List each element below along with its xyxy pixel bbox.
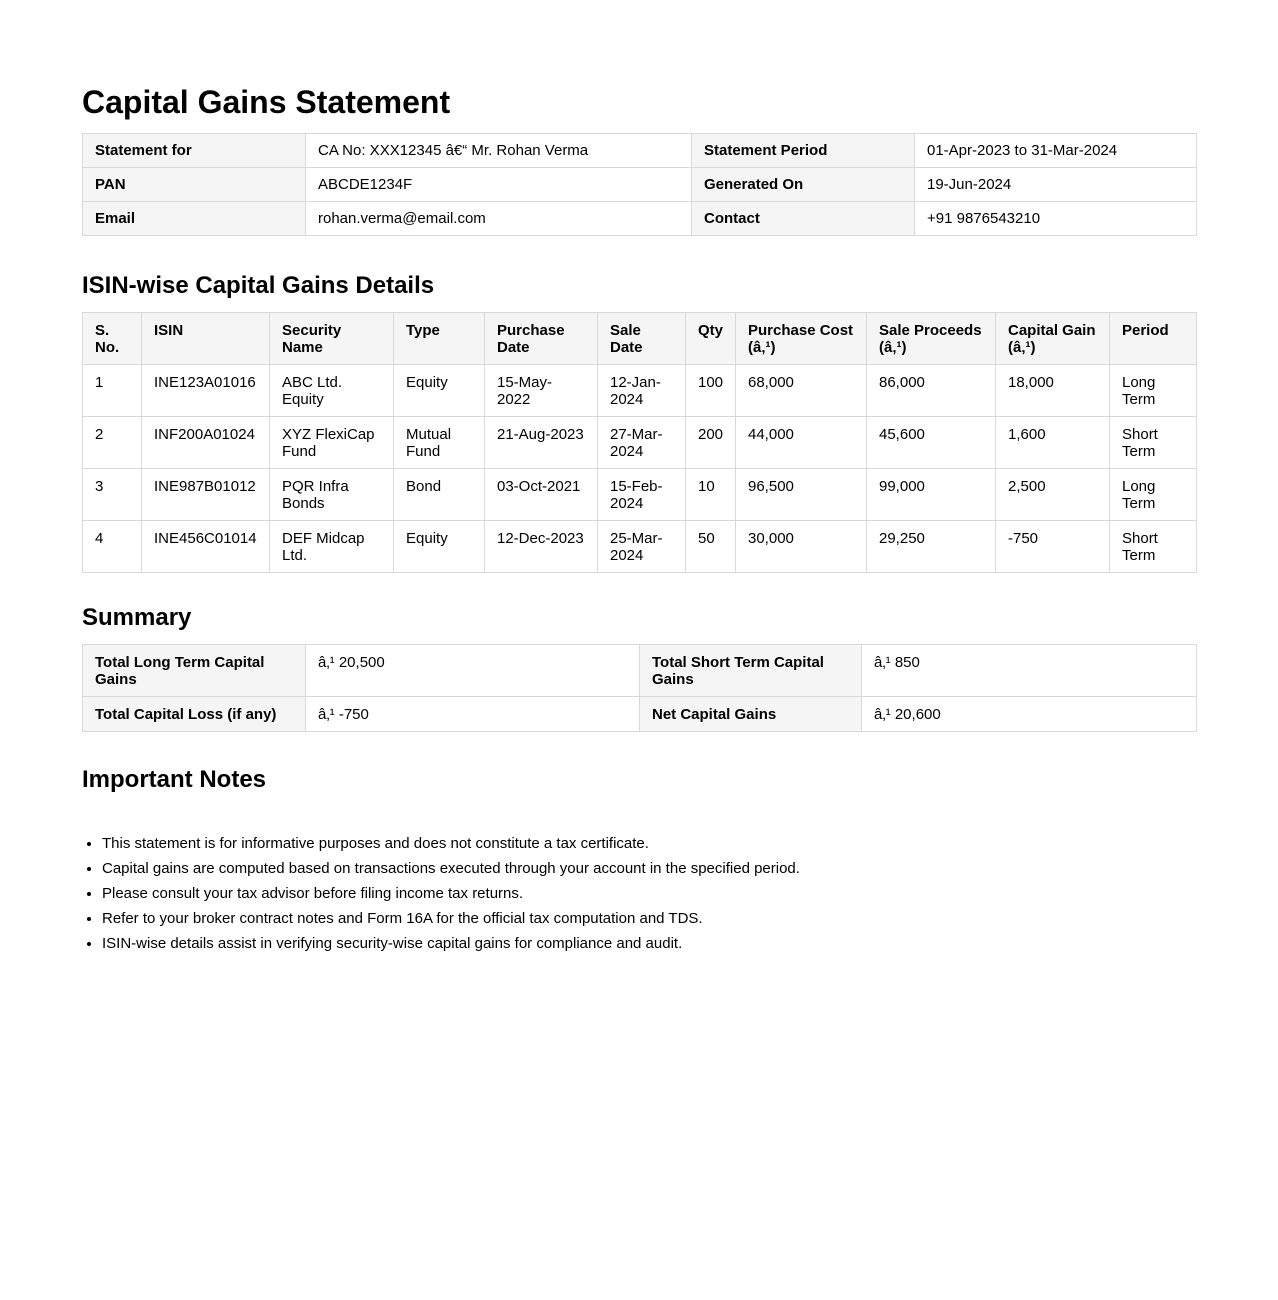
cell-purchase-date: 03-Oct-2021 [485, 469, 598, 521]
col-header-purchase-date: Purchase Date [485, 313, 598, 365]
cell-sale-proceeds: 29,250 [867, 521, 996, 573]
cell-qty: 10 [686, 469, 736, 521]
cell-sale-date: 15-Feb-2024 [598, 469, 686, 521]
info-row [83, 168, 1197, 202]
cell-capital-gain: -750 [996, 521, 1110, 573]
list-item: • Refer to your broker contract notes and Form 16A for the official tax computation and TDS. [102, 906, 800, 931]
cell-purchase-date: 12-Dec-2023 [485, 521, 598, 573]
contact-label: Contact [692, 202, 915, 236]
table-header-row [83, 313, 1197, 365]
cell-capital-gain: 2,500 [996, 469, 1110, 521]
pan-value: ABCDE1234F [306, 168, 692, 202]
cell-sno: 3 [83, 469, 142, 521]
cell-purchase-cost: 44,000 [736, 417, 867, 469]
cell-purchase-date: 21-Aug-2023 [485, 417, 598, 469]
cell-period: Short Term [1110, 417, 1197, 469]
total-ltcg-value: â‚¹ 20,500 [306, 645, 640, 697]
cell-sale-date: 25-Mar-2024 [598, 521, 686, 573]
summary-row [83, 697, 1197, 732]
cell-security-name: XYZ FlexiCap Fund [270, 417, 394, 469]
details-heading: ISIN-wise Capital Gains Details [82, 272, 435, 299]
cell-qty: 100 [686, 365, 736, 417]
total-ltcg-label: Total Long Term Capital Gains [83, 645, 306, 697]
table-row [83, 365, 1197, 417]
statement-info-table [82, 133, 1197, 236]
cell-sno: 2 [83, 417, 142, 469]
total-loss-value: â‚¹ -750 [306, 697, 640, 732]
cell-purchase-cost: 96,500 [736, 469, 867, 521]
col-header-isin: ISIN [142, 313, 270, 365]
pan-label: PAN [83, 168, 306, 202]
total-stcg-value: â‚¹ 850 [862, 645, 1197, 697]
cell-sale-date: 27-Mar-2024 [598, 417, 686, 469]
col-header-qty: Qty [686, 313, 736, 365]
capital-gains-details-table [82, 312, 1197, 573]
list-item: • ISIN-wise details assist in verifying security-wise capital gains for compliance and audit. [102, 931, 800, 956]
cell-isin: INE456C01014 [142, 521, 270, 573]
cell-period: Long Term [1110, 469, 1197, 521]
cell-security-name: ABC Ltd. Equity [270, 365, 394, 417]
cell-capital-gain: 18,000 [996, 365, 1110, 417]
notes-heading: Important Notes [82, 766, 267, 793]
table-row [83, 469, 1197, 521]
cell-isin: INF200A01024 [142, 417, 270, 469]
col-header-type: Type [394, 313, 485, 365]
cell-isin: INE123A01016 [142, 365, 270, 417]
email-value: rohan.verma@email.com [306, 202, 692, 236]
cell-period: Long Term [1110, 365, 1197, 417]
generated-on-value: 19-Jun-2024 [915, 168, 1197, 202]
page-title: Capital Gains Statement [82, 84, 451, 120]
list-item: • Please consult your tax advisor before filing income tax returns. [102, 881, 800, 906]
cell-sno: 1 [83, 365, 142, 417]
col-header-period: Period [1110, 313, 1197, 365]
cell-period: Short Term [1110, 521, 1197, 573]
col-header-capital-gain: Capital Gain (â‚¹) [996, 313, 1110, 365]
table-row [83, 521, 1197, 573]
cell-qty: 200 [686, 417, 736, 469]
cell-security-name: DEF Midcap Ltd. [270, 521, 394, 573]
cell-sale-proceeds: 45,600 [867, 417, 996, 469]
statement-period-value: 01-Apr-2023 to 31-Mar-2024 [915, 134, 1197, 168]
statement-for-value: CA No: XXX12345 â€“ Mr. Rohan Verma [306, 134, 692, 168]
col-header-sale-proceeds: Sale Proceeds (â‚¹) [867, 313, 996, 365]
table-row [83, 417, 1197, 469]
email-label: Email [83, 202, 306, 236]
cell-purchase-cost: 30,000 [736, 521, 867, 573]
notes-list [82, 831, 800, 956]
cell-isin: INE987B01012 [142, 469, 270, 521]
cell-type: Equity [394, 521, 485, 573]
cell-security-name: PQR Infra Bonds [270, 469, 394, 521]
col-header-sale-date: Sale Date [598, 313, 686, 365]
generated-on-label: Generated On [692, 168, 915, 202]
info-row [83, 202, 1197, 236]
list-item: • This statement is for informative purposes and does not constitute a tax certificate. [102, 831, 800, 856]
cell-purchase-date: 15-May-2022 [485, 365, 598, 417]
cell-type: Bond [394, 469, 485, 521]
cell-capital-gain: 1,600 [996, 417, 1110, 469]
col-header-sno: S. No. [83, 313, 142, 365]
summary-row [83, 645, 1197, 697]
cell-qty: 50 [686, 521, 736, 573]
contact-value: +91 9876543210 [915, 202, 1197, 236]
summary-table [82, 644, 1197, 732]
statement-for-label: Statement for [83, 134, 306, 168]
info-row [83, 134, 1197, 168]
cell-purchase-cost: 68,000 [736, 365, 867, 417]
list-item: • Capital gains are computed based on transactions executed through your account in the specified period. [102, 856, 800, 881]
col-header-security-name: Security Name [270, 313, 394, 365]
total-loss-label: Total Capital Loss (if any) [83, 697, 306, 732]
cell-sale-date: 12-Jan-2024 [598, 365, 686, 417]
cell-sale-proceeds: 99,000 [867, 469, 996, 521]
col-header-purchase-cost: Purchase Cost (â‚¹) [736, 313, 867, 365]
total-stcg-label: Total Short Term Capital Gains [640, 645, 862, 697]
statement-period-label: Statement Period [692, 134, 915, 168]
net-gains-label: Net Capital Gains [640, 697, 862, 732]
cell-type: Equity [394, 365, 485, 417]
summary-heading: Summary [82, 604, 192, 631]
cell-sno: 4 [83, 521, 142, 573]
cell-sale-proceeds: 86,000 [867, 365, 996, 417]
net-gains-value: â‚¹ 20,600 [862, 697, 1197, 732]
cell-type: Mutual Fund [394, 417, 485, 469]
